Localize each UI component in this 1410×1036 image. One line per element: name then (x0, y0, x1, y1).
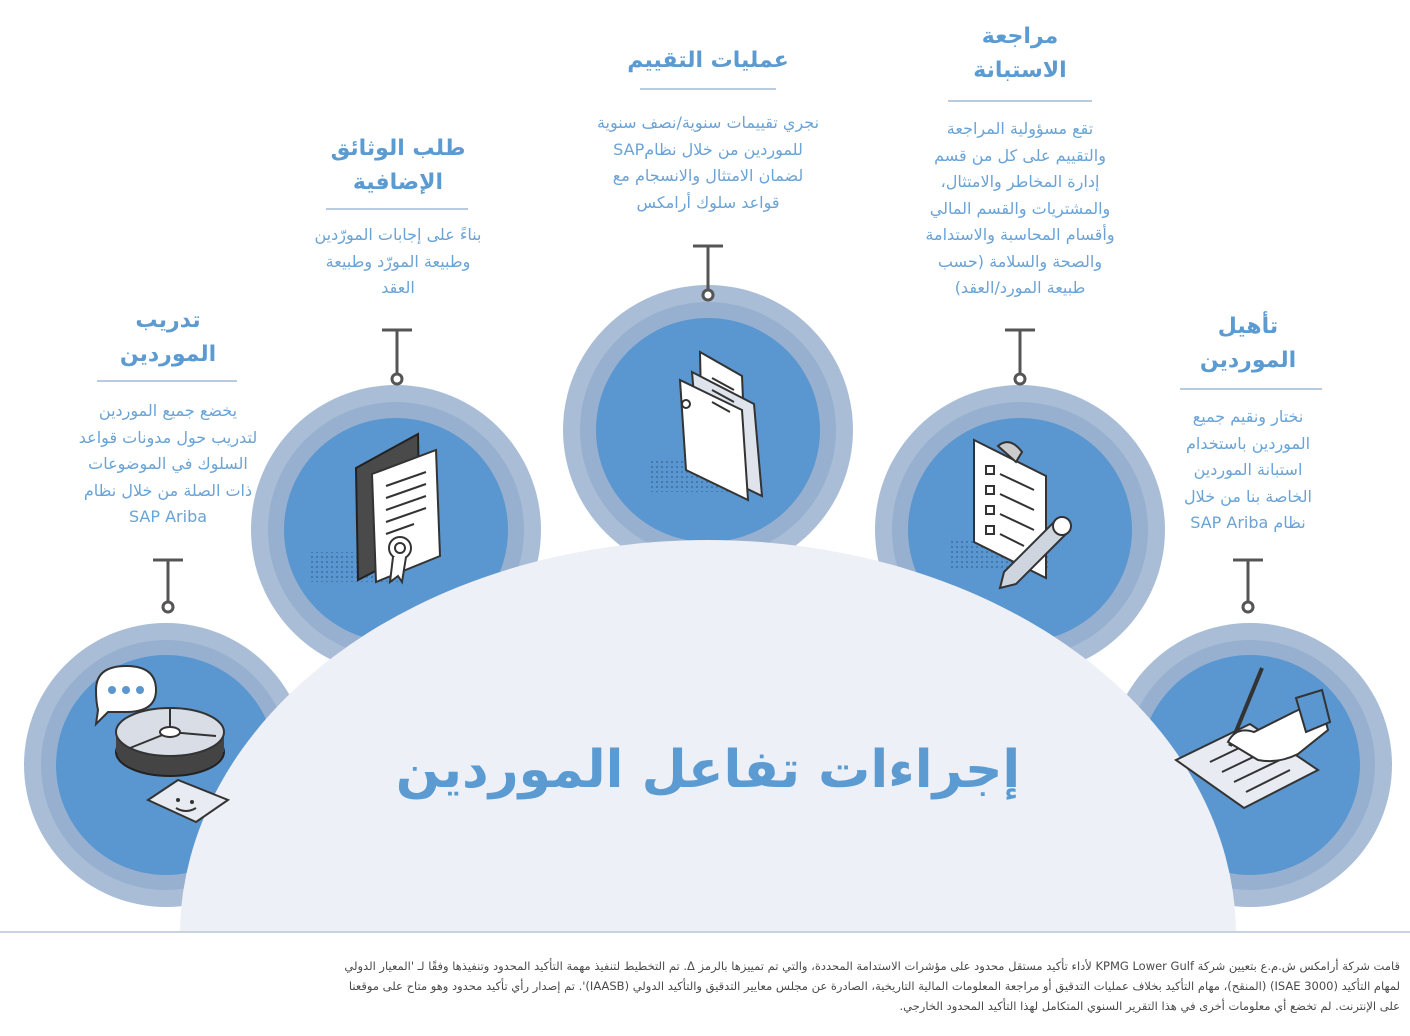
desc-line: استبانة الموردين (1193, 460, 1303, 479)
desc-line: والتقييم على كل من قسم (934, 145, 1106, 165)
step-qualification-title-line1: تأهيل (1217, 314, 1279, 339)
step-qualification-divider (1180, 388, 1322, 390)
footnote-line: لمهام التأكيد (3000 ISAE) (المنقح)، مهام التأكيد بخلاف عمليات التدقيق أو مراجعة المعلومات المالية التاريخية، الصادرة عن مجلس معايير التدقيق والتأكيد الدولي (IAASB)'. تم إصدار رأي تأكيد محدود وهو متاح على موقعنا (348, 979, 1400, 993)
step-documents-description (268, 222, 528, 302)
desc-line: نظام SAP Ariba (1190, 513, 1306, 532)
step-evaluation-title-line1: عمليات التقييم (627, 48, 789, 73)
desc-line: قواعد سلوك أرامكس (636, 192, 780, 212)
desc-line: الموردين باستخدام (1185, 433, 1311, 453)
step-training-title-line2: الموردين (119, 342, 217, 367)
desc-line: وطبيعة المورّد وطبيعة (325, 251, 471, 271)
step-review-title-line2: الاستبانة (973, 58, 1067, 83)
step-review-description (885, 116, 1155, 302)
desc-line: الخاصة بنا من خلال (1184, 486, 1312, 506)
desc-line: ذات الصلة من خلال نظام (83, 480, 253, 500)
step-review-divider (948, 100, 1092, 102)
desc-line: للموردين من خلال نظامSAP (613, 139, 803, 159)
desc-line: SAP Ariba (128, 507, 208, 526)
desc-line: والمشتريات والقسم المالي (929, 198, 1111, 218)
step-review-title (920, 20, 1120, 88)
desc-line: لتدريب حول مدونات قواعد (78, 427, 258, 447)
step-documents-title-line2: الإضافية (352, 170, 444, 195)
desc-line: العقد (381, 278, 415, 297)
step-evaluation-title (598, 44, 818, 78)
step-qualification-title-line2: الموردين (1199, 348, 1297, 373)
desc-line: وأقسام المحاسبة والاستدامة (925, 225, 1115, 244)
step-training-title (68, 304, 268, 372)
desc-line: بناءً على إجابات المورّدين (314, 225, 482, 244)
main-title: إجراءات تفاعل الموردين (395, 740, 1021, 800)
step-evaluation-divider (640, 88, 776, 90)
desc-line: والصحة والسلامة (حسب (937, 251, 1103, 271)
step-review-title-line1: مراجعة (981, 24, 1059, 49)
step-evaluation-description (558, 110, 858, 216)
step-qualification-title (1148, 310, 1348, 378)
step-documents-divider (326, 208, 468, 210)
desc-line: نختار ونقيم جميع (1192, 407, 1304, 426)
step-training-divider (97, 380, 237, 382)
desc-line: طبيعة المورد/العقد) (954, 278, 1086, 297)
footnote-line: على الإنترنت. لم تخضع أي معلومات أخرى في هذا التقرير السنوي المتكامل لهذا التأكيد المحدود الخارجي. (899, 999, 1400, 1013)
step-documents-title-line1: طلب الوثائق (330, 136, 466, 161)
step-documents-title (298, 132, 498, 200)
desc-line: يخضع جميع الموردين (98, 401, 238, 420)
step-qualification-description (1148, 404, 1348, 537)
base-line (0, 931, 1410, 933)
desc-line: لضمان الامتثال والانسجام مع (612, 166, 804, 185)
desc-line: نجري تقييمات سنوية/نصف سنوية (596, 113, 820, 132)
desc-line: السلوك في الموضوعات (88, 454, 248, 473)
desc-line: تقع مسؤولية المراجعة (946, 119, 1094, 138)
step-training-title-line1: تدريب (135, 308, 201, 333)
step-training-description (48, 398, 288, 531)
footnote (30, 956, 1400, 1016)
desc-line: إدارة المخاطر والامتثال، (940, 172, 1100, 191)
footnote-line: قامت شركة أرامكس ش.م.ع بتعيين شركة KPMG Lower Gulf لأداء تأكيد مستقل محدود على مؤشرات الاستدامة المحددة، والتي تم تمييزها بالرمز Δ. تم التخطيط لتنفيذ مهمة التأكيد المحدود وتنفيذها وفقًا لـ 'المعيار الدولي (344, 959, 1400, 973)
